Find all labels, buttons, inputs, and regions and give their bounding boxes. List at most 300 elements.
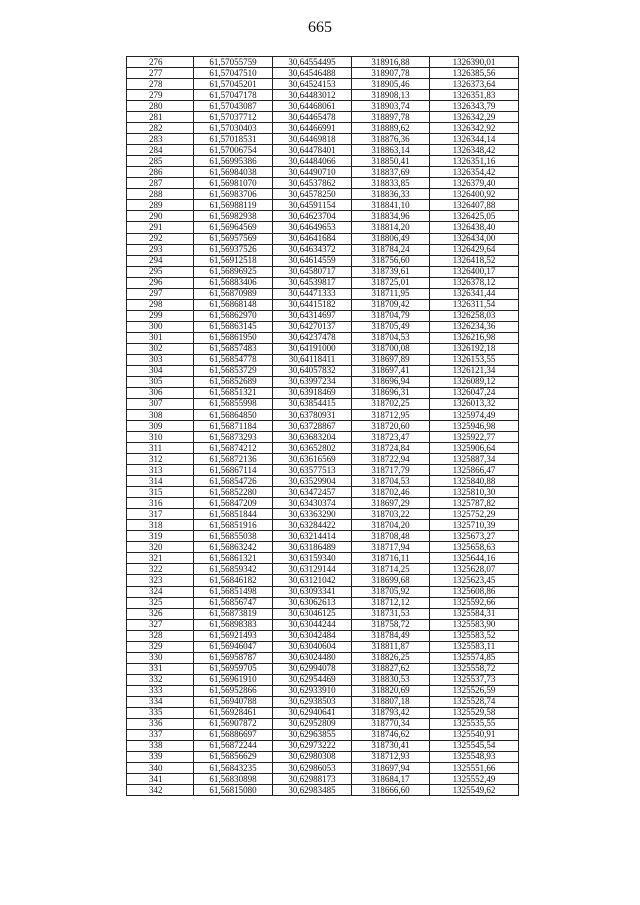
longitude-cell: 30,64057832 — [273, 365, 352, 376]
longitude-cell: 30,64634372 — [273, 244, 352, 255]
y-coordinate-cell: 1326342,29 — [430, 112, 519, 123]
y-coordinate-cell: 1326378,12 — [430, 277, 519, 288]
point-number-cell: 276 — [127, 57, 194, 68]
point-number-cell: 306 — [127, 387, 194, 398]
x-coordinate-cell: 318863,14 — [352, 145, 430, 156]
table-row — [127, 476, 519, 487]
x-coordinate-cell: 318712,12 — [352, 597, 430, 608]
y-coordinate-cell: 1325840,88 — [430, 476, 519, 487]
x-coordinate-cell: 318716,11 — [352, 553, 430, 564]
longitude-cell: 30,64415182 — [273, 299, 352, 310]
table-row — [127, 123, 519, 134]
y-coordinate-cell: 1325545,54 — [430, 740, 519, 751]
x-coordinate-cell: 318850,41 — [352, 156, 430, 167]
y-coordinate-cell: 1325906,64 — [430, 443, 519, 454]
table-row — [127, 575, 519, 586]
x-coordinate-cell: 318730,41 — [352, 740, 430, 751]
table-row — [127, 101, 519, 112]
y-coordinate-cell: 1326348,42 — [430, 145, 519, 156]
x-coordinate-cell: 318811,87 — [352, 641, 430, 652]
table-row — [127, 707, 519, 718]
x-coordinate-cell: 318836,33 — [352, 189, 430, 200]
table-row — [127, 674, 519, 685]
point-number-cell: 322 — [127, 564, 194, 575]
point-number-cell: 305 — [127, 376, 194, 387]
longitude-cell: 30,64546488 — [273, 68, 352, 79]
longitude-cell: 30,63854415 — [273, 398, 352, 409]
latitude-cell: 61,56872136 — [194, 454, 273, 465]
latitude-cell: 61,56984038 — [194, 167, 273, 178]
table-row — [127, 266, 519, 277]
longitude-cell: 30,64539817 — [273, 277, 352, 288]
y-coordinate-cell: 1325548,93 — [430, 751, 519, 762]
latitude-cell: 61,56870989 — [194, 288, 273, 299]
latitude-cell: 61,56937526 — [194, 244, 273, 255]
x-coordinate-cell: 318876,36 — [352, 134, 430, 145]
table-row — [127, 740, 519, 751]
y-coordinate-cell: 1326343,79 — [430, 101, 519, 112]
latitude-cell: 61,56830898 — [194, 774, 273, 785]
x-coordinate-cell: 318731,53 — [352, 608, 430, 619]
x-coordinate-cell: 318720,60 — [352, 421, 430, 432]
y-coordinate-cell: 1325866,47 — [430, 465, 519, 476]
y-coordinate-cell: 1326407,88 — [430, 200, 519, 211]
table-row — [127, 277, 519, 288]
table-row — [127, 145, 519, 156]
longitude-cell: 30,64483012 — [273, 90, 352, 101]
latitude-cell: 61,56873819 — [194, 608, 273, 619]
y-coordinate-cell: 1325551,66 — [430, 763, 519, 774]
y-coordinate-cell: 1326400,92 — [430, 189, 519, 200]
table-row — [127, 685, 519, 696]
latitude-cell: 61,56873293 — [194, 432, 273, 443]
table-row — [127, 630, 519, 641]
longitude-cell: 30,64466991 — [273, 123, 352, 134]
point-number-cell: 340 — [127, 763, 194, 774]
longitude-cell: 30,62983485 — [273, 785, 352, 796]
y-coordinate-cell: 1326341,44 — [430, 288, 519, 299]
longitude-cell: 30,62954469 — [273, 674, 352, 685]
latitude-cell: 61,56857483 — [194, 343, 273, 354]
point-number-cell: 326 — [127, 608, 194, 619]
longitude-cell: 30,62994078 — [273, 663, 352, 674]
x-coordinate-cell: 318837,69 — [352, 167, 430, 178]
y-coordinate-cell: 1326311,54 — [430, 299, 519, 310]
longitude-cell: 30,64641684 — [273, 233, 352, 244]
table-row — [127, 432, 519, 443]
y-coordinate-cell: 1326089,12 — [430, 376, 519, 387]
latitude-cell: 61,56957569 — [194, 233, 273, 244]
coordinates-table-body — [127, 57, 519, 796]
longitude-cell: 30,64471333 — [273, 288, 352, 299]
point-number-cell: 296 — [127, 277, 194, 288]
y-coordinate-cell: 1326385,56 — [430, 68, 519, 79]
longitude-cell: 30,63363290 — [273, 509, 352, 520]
x-coordinate-cell: 318814,20 — [352, 222, 430, 233]
point-number-cell: 331 — [127, 663, 194, 674]
table-row — [127, 134, 519, 145]
longitude-cell: 30,64649653 — [273, 222, 352, 233]
longitude-cell: 30,64469818 — [273, 134, 352, 145]
longitude-cell: 30,62980308 — [273, 751, 352, 762]
longitude-cell: 30,62952809 — [273, 718, 352, 729]
latitude-cell: 61,56851498 — [194, 586, 273, 597]
table-row — [127, 321, 519, 332]
x-coordinate-cell: 318704,20 — [352, 520, 430, 531]
point-number-cell: 290 — [127, 211, 194, 222]
point-number-cell: 310 — [127, 432, 194, 443]
point-number-cell: 288 — [127, 189, 194, 200]
point-number-cell: 338 — [127, 740, 194, 751]
point-number-cell: 319 — [127, 531, 194, 542]
point-number-cell: 312 — [127, 454, 194, 465]
latitude-cell: 61,57043087 — [194, 101, 273, 112]
x-coordinate-cell: 318696,94 — [352, 376, 430, 387]
x-coordinate-cell: 318684,17 — [352, 774, 430, 785]
latitude-cell: 61,56862970 — [194, 310, 273, 321]
table-row — [127, 79, 519, 90]
longitude-cell: 30,63529904 — [273, 476, 352, 487]
longitude-cell: 30,63186489 — [273, 542, 352, 553]
y-coordinate-cell: 1325608,86 — [430, 586, 519, 597]
table-row — [127, 454, 519, 465]
point-number-cell: 283 — [127, 134, 194, 145]
y-coordinate-cell: 1325787,82 — [430, 498, 519, 509]
x-coordinate-cell: 318712,95 — [352, 410, 430, 421]
longitude-cell: 30,63121042 — [273, 575, 352, 586]
y-coordinate-cell: 1326434,00 — [430, 233, 519, 244]
latitude-cell: 61,56983706 — [194, 189, 273, 200]
latitude-cell: 61,57006754 — [194, 145, 273, 156]
point-number-cell: 299 — [127, 310, 194, 321]
longitude-cell: 30,64191000 — [273, 343, 352, 354]
table-row — [127, 90, 519, 101]
x-coordinate-cell: 318770,34 — [352, 718, 430, 729]
table-row — [127, 465, 519, 476]
y-coordinate-cell: 1325974,49 — [430, 410, 519, 421]
coordinates-table — [126, 56, 519, 796]
y-coordinate-cell: 1325583,90 — [430, 619, 519, 630]
y-coordinate-cell: 1326390,01 — [430, 57, 519, 68]
point-number-cell: 289 — [127, 200, 194, 211]
x-coordinate-cell: 318833,85 — [352, 178, 430, 189]
y-coordinate-cell: 1326400,17 — [430, 266, 519, 277]
longitude-cell: 30,63577513 — [273, 465, 352, 476]
latitude-cell: 61,56852280 — [194, 487, 273, 498]
y-coordinate-cell: 1325592,66 — [430, 597, 519, 608]
y-coordinate-cell: 1325552,49 — [430, 774, 519, 785]
point-number-cell: 286 — [127, 167, 194, 178]
point-number-cell: 309 — [127, 421, 194, 432]
longitude-cell: 30,62933910 — [273, 685, 352, 696]
longitude-cell: 30,63780931 — [273, 410, 352, 421]
longitude-cell: 30,64237478 — [273, 332, 352, 343]
latitude-cell: 61,56851916 — [194, 520, 273, 531]
x-coordinate-cell: 318666,60 — [352, 785, 430, 796]
x-coordinate-cell: 318704,79 — [352, 310, 430, 321]
latitude-cell: 61,56861321 — [194, 553, 273, 564]
point-number-cell: 321 — [127, 553, 194, 564]
y-coordinate-cell: 1325658,63 — [430, 542, 519, 553]
table-row — [127, 211, 519, 222]
longitude-cell: 30,64578250 — [273, 189, 352, 200]
latitude-cell: 61,57030403 — [194, 123, 273, 134]
table-row — [127, 343, 519, 354]
table-row — [127, 729, 519, 740]
table-row — [127, 332, 519, 343]
longitude-cell: 30,63024480 — [273, 652, 352, 663]
y-coordinate-cell: 1326438,40 — [430, 222, 519, 233]
longitude-cell: 30,63683204 — [273, 432, 352, 443]
longitude-cell: 30,64118411 — [273, 354, 352, 365]
y-coordinate-cell: 1326047,24 — [430, 387, 519, 398]
latitude-cell: 61,56851321 — [194, 387, 273, 398]
latitude-cell: 61,56958787 — [194, 652, 273, 663]
longitude-cell: 30,63062613 — [273, 597, 352, 608]
x-coordinate-cell: 318807,18 — [352, 696, 430, 707]
point-number-cell: 294 — [127, 255, 194, 266]
x-coordinate-cell: 318723,47 — [352, 432, 430, 443]
longitude-cell: 30,63040604 — [273, 641, 352, 652]
x-coordinate-cell: 318700,08 — [352, 343, 430, 354]
point-number-cell: 279 — [127, 90, 194, 101]
point-number-cell: 303 — [127, 354, 194, 365]
y-coordinate-cell: 1325584,31 — [430, 608, 519, 619]
table-row — [127, 365, 519, 376]
point-number-cell: 293 — [127, 244, 194, 255]
x-coordinate-cell: 318697,41 — [352, 365, 430, 376]
x-coordinate-cell: 318722,94 — [352, 454, 430, 465]
x-coordinate-cell: 318903,74 — [352, 101, 430, 112]
latitude-cell: 61,56847209 — [194, 498, 273, 509]
page-number: 665 — [308, 19, 332, 36]
x-coordinate-cell: 318704,53 — [352, 476, 430, 487]
longitude-cell: 30,64614559 — [273, 255, 352, 266]
x-coordinate-cell: 318712,93 — [352, 751, 430, 762]
x-coordinate-cell: 318696,31 — [352, 387, 430, 398]
y-coordinate-cell: 1326425,05 — [430, 211, 519, 222]
point-number-cell: 329 — [127, 641, 194, 652]
latitude-cell: 61,56863145 — [194, 321, 273, 332]
latitude-cell: 61,56952866 — [194, 685, 273, 696]
longitude-cell: 30,62986053 — [273, 763, 352, 774]
x-coordinate-cell: 318897,78 — [352, 112, 430, 123]
y-coordinate-cell: 1325887,34 — [430, 454, 519, 465]
latitude-cell: 61,56868148 — [194, 299, 273, 310]
latitude-cell: 61,56851844 — [194, 509, 273, 520]
latitude-cell: 61,56981070 — [194, 178, 273, 189]
point-number-cell: 281 — [127, 112, 194, 123]
x-coordinate-cell: 318703,22 — [352, 509, 430, 520]
latitude-cell: 61,56898383 — [194, 619, 273, 630]
longitude-cell: 30,64270137 — [273, 321, 352, 332]
table-row — [127, 443, 519, 454]
point-number-cell: 295 — [127, 266, 194, 277]
table-row — [127, 774, 519, 785]
x-coordinate-cell: 318724,84 — [352, 443, 430, 454]
longitude-cell: 30,64580717 — [273, 266, 352, 277]
latitude-cell: 61,56959705 — [194, 663, 273, 674]
y-coordinate-cell: 1326153,55 — [430, 354, 519, 365]
longitude-cell: 30,63284422 — [273, 520, 352, 531]
longitude-cell: 30,62938503 — [273, 696, 352, 707]
point-number-cell: 291 — [127, 222, 194, 233]
table-row — [127, 156, 519, 167]
table-row — [127, 244, 519, 255]
longitude-cell: 30,62973222 — [273, 740, 352, 751]
y-coordinate-cell: 1325558,72 — [430, 663, 519, 674]
y-coordinate-cell: 1325644,16 — [430, 553, 519, 564]
latitude-cell: 61,56871184 — [194, 421, 273, 432]
x-coordinate-cell: 318827,62 — [352, 663, 430, 674]
table-row — [127, 785, 519, 796]
longitude-cell: 30,63093341 — [273, 586, 352, 597]
point-number-cell: 315 — [127, 487, 194, 498]
table-row — [127, 619, 519, 630]
longitude-cell: 30,63046125 — [273, 608, 352, 619]
latitude-cell: 61,56867114 — [194, 465, 273, 476]
y-coordinate-cell: 1325623,45 — [430, 575, 519, 586]
longitude-cell: 30,63042484 — [273, 630, 352, 641]
y-coordinate-cell: 1325526,59 — [430, 685, 519, 696]
x-coordinate-cell: 318717,79 — [352, 465, 430, 476]
point-number-cell: 320 — [127, 542, 194, 553]
longitude-cell: 30,63652802 — [273, 443, 352, 454]
point-number-cell: 332 — [127, 674, 194, 685]
table-row — [127, 376, 519, 387]
y-coordinate-cell: 1325529,58 — [430, 707, 519, 718]
point-number-cell: 308 — [127, 410, 194, 421]
y-coordinate-cell: 1326429,64 — [430, 244, 519, 255]
longitude-cell: 30,64468061 — [273, 101, 352, 112]
point-number-cell: 311 — [127, 443, 194, 454]
x-coordinate-cell: 318793,42 — [352, 707, 430, 718]
table-row — [127, 255, 519, 266]
latitude-cell: 61,56907872 — [194, 718, 273, 729]
point-number-cell: 330 — [127, 652, 194, 663]
y-coordinate-cell: 1326354,42 — [430, 167, 519, 178]
y-coordinate-cell: 1325673,27 — [430, 531, 519, 542]
latitude-cell: 61,57055759 — [194, 57, 273, 68]
table-row — [127, 553, 519, 564]
point-number-cell: 337 — [127, 729, 194, 740]
latitude-cell: 61,56961910 — [194, 674, 273, 685]
point-number-cell: 280 — [127, 101, 194, 112]
table-row — [127, 68, 519, 79]
y-coordinate-cell: 1325710,39 — [430, 520, 519, 531]
table-row — [127, 498, 519, 509]
point-number-cell: 336 — [127, 718, 194, 729]
x-coordinate-cell: 318714,25 — [352, 564, 430, 575]
point-number-cell: 314 — [127, 476, 194, 487]
point-number-cell: 341 — [127, 774, 194, 785]
latitude-cell: 61,56855998 — [194, 398, 273, 409]
y-coordinate-cell: 1326192,18 — [430, 343, 519, 354]
latitude-cell: 61,56921493 — [194, 630, 273, 641]
x-coordinate-cell: 318820,69 — [352, 685, 430, 696]
point-number-cell: 284 — [127, 145, 194, 156]
point-number-cell: 277 — [127, 68, 194, 79]
latitude-cell: 61,56861950 — [194, 332, 273, 343]
point-number-cell: 292 — [127, 233, 194, 244]
x-coordinate-cell: 318699,68 — [352, 575, 430, 586]
table-row — [127, 112, 519, 123]
x-coordinate-cell: 318784,49 — [352, 630, 430, 641]
point-number-cell: 307 — [127, 398, 194, 409]
table-row — [127, 57, 519, 68]
latitude-cell: 61,56928461 — [194, 707, 273, 718]
latitude-cell: 61,56912518 — [194, 255, 273, 266]
longitude-cell: 30,64524153 — [273, 79, 352, 90]
y-coordinate-cell: 1326351,16 — [430, 156, 519, 167]
point-number-cell: 333 — [127, 685, 194, 696]
table-row — [127, 398, 519, 409]
longitude-cell: 30,64537862 — [273, 178, 352, 189]
point-number-cell: 324 — [127, 586, 194, 597]
latitude-cell: 61,56874212 — [194, 443, 273, 454]
x-coordinate-cell: 318841,10 — [352, 200, 430, 211]
x-coordinate-cell: 318908,13 — [352, 90, 430, 101]
table-row — [127, 387, 519, 398]
latitude-cell: 61,56883406 — [194, 277, 273, 288]
x-coordinate-cell: 318758,72 — [352, 619, 430, 630]
y-coordinate-cell: 1325528,74 — [430, 696, 519, 707]
y-coordinate-cell: 1326216,98 — [430, 332, 519, 343]
point-number-cell: 298 — [127, 299, 194, 310]
point-number-cell: 323 — [127, 575, 194, 586]
longitude-cell: 30,62940641 — [273, 707, 352, 718]
latitude-cell: 61,56964569 — [194, 222, 273, 233]
y-coordinate-cell: 1326351,83 — [430, 90, 519, 101]
table-row — [127, 542, 519, 553]
point-number-cell: 297 — [127, 288, 194, 299]
longitude-cell: 30,64591154 — [273, 200, 352, 211]
table-row — [127, 410, 519, 421]
y-coordinate-cell: 1326342,92 — [430, 123, 519, 134]
table-row — [127, 641, 519, 652]
table-row — [127, 597, 519, 608]
x-coordinate-cell: 318697,29 — [352, 498, 430, 509]
latitude-cell: 61,56946047 — [194, 641, 273, 652]
y-coordinate-cell: 1325752,29 — [430, 509, 519, 520]
latitude-cell: 61,56852689 — [194, 376, 273, 387]
longitude-cell: 30,63918469 — [273, 387, 352, 398]
table-row — [127, 763, 519, 774]
x-coordinate-cell: 318739,61 — [352, 266, 430, 277]
y-coordinate-cell: 1326013,32 — [430, 398, 519, 409]
latitude-cell: 61,56988119 — [194, 200, 273, 211]
table-row — [127, 487, 519, 498]
point-number-cell: 300 — [127, 321, 194, 332]
latitude-cell: 61,56982938 — [194, 211, 273, 222]
table-row — [127, 189, 519, 200]
point-number-cell: 282 — [127, 123, 194, 134]
latitude-cell: 61,56856747 — [194, 597, 273, 608]
table-row — [127, 586, 519, 597]
latitude-cell: 61,57047510 — [194, 68, 273, 79]
table-row — [127, 222, 519, 233]
x-coordinate-cell: 318708,48 — [352, 531, 430, 542]
latitude-cell: 61,56863242 — [194, 542, 273, 553]
table-row — [127, 310, 519, 321]
point-number-cell: 327 — [127, 619, 194, 630]
table-row — [127, 718, 519, 729]
longitude-cell: 30,64314697 — [273, 310, 352, 321]
latitude-cell: 61,56896925 — [194, 266, 273, 277]
table-row — [127, 663, 519, 674]
table-row — [127, 531, 519, 542]
y-coordinate-cell: 1326379,40 — [430, 178, 519, 189]
